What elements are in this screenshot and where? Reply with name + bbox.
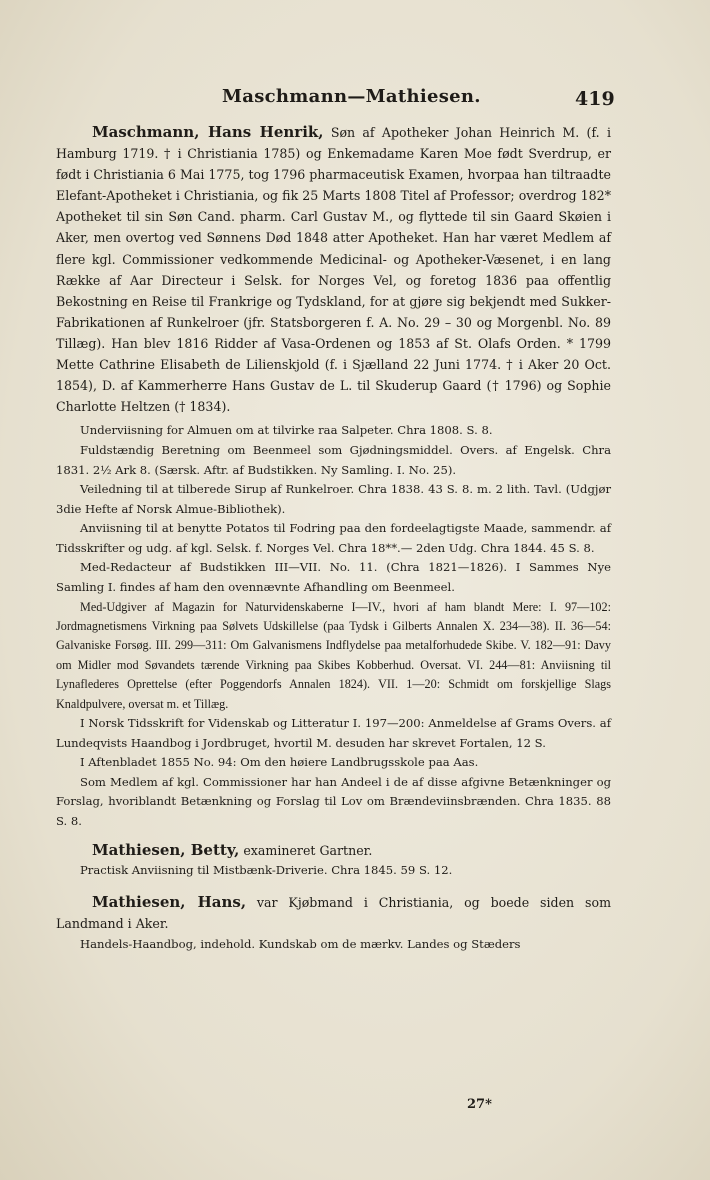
entry-text: var Kjøbmand i Christiania, og boede siden som Landmand i Aker. [56, 895, 612, 932]
work-item: Anviisning til at benytte Potatos til Fodring paa den fordeelagtigste Maade, sammendr. af Tidsskrifter og udg. af kgl. Selsk. f. Norges Vel. Chra 18**.— 2den Udg. Chra 1844. 45 S. 8. [56, 521, 611, 555]
page-header [0, 86, 710, 116]
work-item: Practisk Anviisning til Mistbænk-Driverie. Chra 1845. 59 S. 12. [80, 862, 453, 877]
biography-entry [56, 840, 611, 861]
works-list [56, 421, 611, 831]
entry-heading: Maschmann, Hans Henrik, [92, 123, 324, 141]
biography-entry [56, 892, 611, 934]
work-item: Som Medlem af kgl. Commissioner har han Andeel i de af disse afgivne Betænkninger og Forslag, hvoriblandt Betænkning og Forslag til Lov om Brændeviinsbrænden. Chra 1835. 88 S. 8. [56, 774, 611, 829]
page-number: 419 [575, 88, 615, 110]
entry-heading: Mathiesen, Hans, [92, 893, 247, 912]
work-item: Med-Udgiver af Magazin for Naturvidenskaberne I—IV., hvori af ham blandt Mere: I. 97—102: Jordmagnetismens Virkning paa Sølvets Udskillelse (paa Tydsk i Gilberts Annalen X. 234—38). II. 36—54: Galvaniske Forsøg. III. 299—311: Om Galvanismens Indflydelse paa metalforhudede Skibe. V. 182—91: Davy om Midler mod Søvandets tærende Virkning paa Skibes Kobberhud. Oversat. VI. 244—81: Anviisning til Lynaflederes Oprettelse (efter Poggendorfs Annalen 1824). VII. 1—20: Schmidt om forskjellige Slags Knaldpulvere, oversat m. et Tillæg. [56, 599, 611, 711]
work-item: I Norsk Tidsskrift for Videnskab og Litteratur I. 197—200: Anmeldelse af Grams Overs. af Lundeqvists Haandbog i Jordbruget, hvortil M. desuden har skrevet Fortalen, 12 S. [56, 716, 611, 750]
running-title: Maschmann—Mathiesen. [222, 86, 481, 107]
biography-entry [56, 122, 611, 417]
work-item: I Aftenbladet 1855 No. 94: Om den høiere Landbrugsskole paa Aas. [80, 755, 479, 770]
work-item: Fuldstændig Beretning om Beenmeel som Gjødningsmiddel. Overs. af Engelsk. Chra 1831. 2½ Ark 8. (Særsk. Aftr. af Budstikken. Ny Samling. I. No. 25). [56, 442, 611, 477]
entry-heading: Mathiesen, Betty, [92, 840, 240, 859]
work-item: Med-Redacteur af Budstikken III—VII. No. 11. (Chra 1821—1826). I Sammes Nye Samling I. findes af ham den ovennævnte Afhandling om Beenmeel. [56, 560, 611, 595]
page-content [56, 122, 611, 954]
work-item: Handels-Haandbog, indehold. Kundskab om de mærkv. Landes og Stæders [80, 936, 521, 951]
entry-text: Søn af Apotheker Johan Heinrich M. (f. i Hamburg 1719. † i Christiania 1785) og Enkemadame Karen Moe født Sverdrup, er født i Christiania 6 Mai 1775, tog 1796 pharmaceutisk Examen, hvorpaa han tiltraadte Elefant-Apotheket i Christiania, og fik 25 Marts 1808 Titel af Professor; overdrog 182* Apotheket til sin Søn Cand. pharm. Carl Gustav M., og flyttede til sin Gaard Skøien i Aker, men overtog ved Sønnens Død 1848 atter Apotheket. Han har været Medlem af flere kgl. Commissioner vedkommende Medicinal- og Apotheker-Væsenet, i en lang Række af Aar Directeur i Selsk. for Norges Vel, og foretog 1836 paa offentlig Bekostning en Reise til Frankrige og Tydskland, for at gjøre sig bekjendt med Sukker-Fabrikationen af Runkelroer (jfr. Statsborgeren f. A. No. 29 – 30 og Morgenbl. No. 89 Tillæg). Han blev 1816 Ridder af Vasa-Ordenen og 1853 af St. Olafs Orden. * 1799 Mette Cathrine Elisabeth de Lilienskjold (f. i Sjælland 22 Juni 1774. † i Aker 20 Oct. 1854), D. af Kammerherre Hans Gustav de L. til Skuderup Gaard († 1796) og Sophie Charlotte Heltzen († 1834). [56, 125, 611, 415]
work-item: Veiledning til at tilberede Sirup af Runkelroer. Chra 1838. 43 S. 8. m. 2 lith. Tavl. (Udgjør 3die Hefte af Norsk Almue-Bibliothek). [56, 482, 611, 516]
work-item: Underviisning for Almuen om at tilvirke raa Salpeter. Chra 1808. S. 8. [80, 423, 493, 438]
entry-text: examineret Gartner. [239, 842, 373, 858]
signature-mark: 27* [467, 1097, 492, 1112]
